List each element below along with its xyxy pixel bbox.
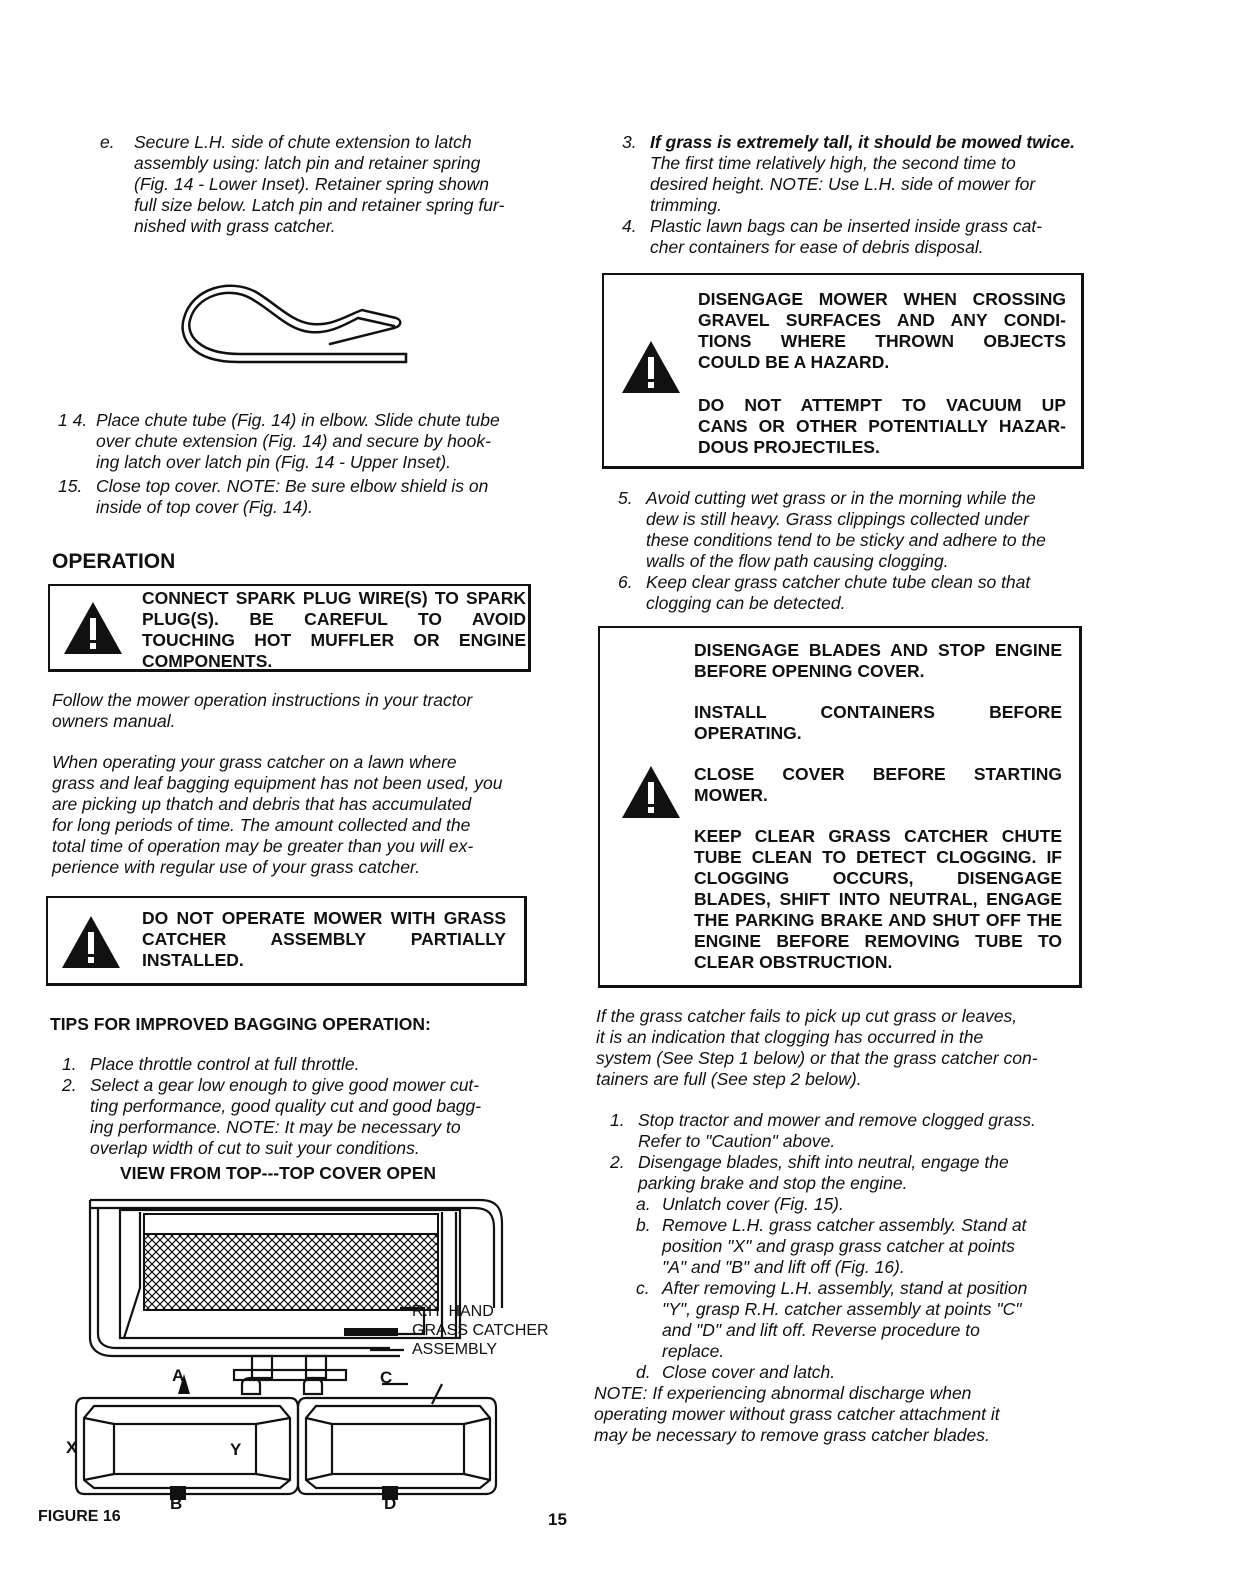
warning-line: ENGINE BEFORE REMOVING TUBE TO (694, 931, 1062, 951)
paragraph-clogging (596, 1006, 1086, 1090)
text-line: ing latch over latch pin (Fig. 14 - Upper Inset). (96, 452, 452, 472)
note-abnormal-discharge (594, 1383, 1086, 1446)
point-label-x: X (66, 1438, 78, 1457)
text-line: Close cover and latch. (662, 1362, 836, 1382)
step-number: 1. (610, 1110, 625, 1130)
text-line: "Y", grasp R.H. catcher assembly at points "C" (662, 1299, 1022, 1319)
text-line: Disengage blades, shift into neutral, engage the (638, 1152, 1009, 1172)
warning-box-gravel (602, 273, 1084, 469)
text-line: Unlatch cover (Fig. 15). (662, 1194, 844, 1214)
warning-line: CLOGGING OCCURS, DISENGAGE (694, 868, 1062, 888)
point-label-b: B (170, 1494, 183, 1513)
text-line: system (See Step 1 below) or that the grass catcher con- (596, 1048, 1038, 1068)
warning-line: DO NOT OPERATE MOWER WITH GRASS (142, 908, 506, 928)
warning-line: CATCHER ASSEMBLY PARTIALLY (142, 929, 506, 949)
warning-paragraph (698, 289, 1066, 373)
warning-line: COMPONENTS. (142, 651, 273, 671)
text-line: Follow the mower operation instructions in your tractor (52, 690, 473, 710)
paragraph-operating-lawn (52, 752, 537, 878)
text-line: ting performance, good quality cut and good bagg- (90, 1096, 482, 1116)
text-line: Refer to "Caution" above. (638, 1131, 836, 1151)
warning-line: OPERATING. (694, 723, 802, 743)
step-number: 2. (62, 1075, 77, 1095)
warning-triangle-icon (620, 339, 682, 395)
text-line: perience with regular use of your grass catcher. (52, 857, 421, 877)
warning-triangle-icon (62, 600, 124, 656)
step-number: 5. (618, 488, 633, 508)
text-line: ing performance. NOTE: It may be necessary to (90, 1117, 461, 1137)
warning-line: DISENGAGE MOWER WHEN CROSSING (698, 289, 1066, 309)
retainer-spring-illustration (180, 282, 420, 374)
text-line: are picking up thatch and debris that has accumulated (52, 794, 472, 814)
text-line: and "D" and lift off. Reverse procedure to (662, 1320, 980, 1340)
text-line: Close top cover. NOTE: Be sure elbow shield is on (96, 476, 489, 496)
point-label-d: D (384, 1494, 397, 1513)
warning-line: DOUS PROJECTILES. (698, 437, 880, 457)
text-line: Plastic lawn bags can be inserted inside grass cat- (650, 216, 1043, 236)
text-line: tainers are full (See step 2 below). (596, 1069, 862, 1089)
text-line: for long periods of time. The amount collected and the (52, 815, 471, 835)
text-line: position "X" and grasp grass catcher at points (662, 1236, 1015, 1256)
step-number: 1. (62, 1054, 77, 1074)
warning-line: TIONS WHERE THROWN OBJECTS (698, 331, 1066, 351)
point-label-a: A (172, 1366, 185, 1385)
text-line: grass and leaf bagging equipment has not been used, you (52, 773, 503, 793)
callout-line: GRASS CATCHER (412, 1322, 549, 1339)
warning-line: TOUCHING HOT MUFFLER OR ENGINE (142, 630, 526, 650)
warning-line: MOWER. (694, 785, 768, 805)
step-number: a. (636, 1194, 651, 1214)
text-line-bold: If grass is extremely tall, it should be mowed twice. (650, 132, 1075, 152)
step-number: 2. (610, 1152, 625, 1172)
text-line: parking brake and stop the engine. (638, 1173, 908, 1193)
warning-box-partially-installed (46, 896, 527, 986)
text-line: operating mower without grass catcher attachment it (594, 1404, 1000, 1424)
warning-line: BLADES, SHIFT INTO NEUTRAL, ENGAGE (694, 889, 1062, 909)
text-line: overlap width of cut to suit your conditions. (90, 1138, 420, 1158)
step-number: 3. (622, 132, 637, 152)
step-number: 6. (618, 572, 633, 592)
point-label-c: C (380, 1368, 393, 1387)
warning-paragraph (694, 702, 1062, 744)
text-line: Place throttle control at full throttle. (90, 1054, 360, 1074)
paragraph-follow-instructions (52, 690, 537, 732)
text-line: NOTE: If experiencing abnormal discharge when (594, 1383, 972, 1403)
text-line: nished with grass catcher. (134, 216, 336, 236)
warning-line: INSTALLED. (142, 950, 244, 970)
warning-box-spark-plug (48, 584, 531, 672)
text-line: total time of operation may be greater than you will ex- (52, 836, 474, 856)
text-line: assembly using: latch pin and retainer spring (134, 153, 481, 173)
warning-paragraph (694, 826, 1062, 973)
warning-paragraph (694, 640, 1062, 682)
text-line: Stop tractor and mower and remove clogged grass. (638, 1110, 1036, 1130)
warning-line: TUBE CLEAN TO DETECT CLOGGING. IF (694, 847, 1062, 867)
warning-paragraph (694, 764, 1062, 806)
step-number: b. (636, 1215, 651, 1235)
section-heading-tips: TIPS FOR IMPROVED BAGGING OPERATION: (50, 1014, 431, 1034)
step-number: c. (636, 1278, 650, 1298)
text-line: Secure L.H. side of chute extension to latch (134, 132, 472, 152)
page-number: 15 (548, 1510, 567, 1529)
text-line: replace. (662, 1341, 725, 1361)
text-line: Avoid cutting wet grass or in the morning while the (646, 488, 1036, 508)
warning-line: CLEAR OBSTRUCTION. (694, 952, 893, 972)
warning-triangle-icon (620, 764, 682, 820)
warning-paragraph (698, 395, 1066, 458)
callout-line: R.H. HAND (412, 1303, 494, 1320)
callout-line: ASSEMBLY (412, 1341, 498, 1358)
warning-line: THE PARKING BRAKE AND SHUT OFF THE (694, 910, 1062, 930)
warning-line: COULD BE A HAZARD. (698, 352, 890, 372)
text-line: desired height. NOTE: Use L.H. side of mower for (650, 174, 1036, 194)
text-line: Remove L.H. grass catcher assembly. Stand at (662, 1215, 1027, 1235)
text-line: dew is still heavy. Grass clippings collected under (646, 509, 1029, 529)
text-line: trimming. (650, 195, 722, 215)
step-number: e. (100, 132, 115, 152)
step-number: d. (636, 1362, 651, 1382)
text-line: The first time relatively high, the second time to (650, 153, 1016, 173)
text-line: Keep clear grass catcher chute tube clean so that (646, 572, 1031, 592)
section-heading-operation: OPERATION (52, 550, 176, 573)
text-line: it is an indication that clogging has occurred in the (596, 1027, 984, 1047)
warning-line: INSTALL CONTAINERS BEFORE (694, 702, 1062, 722)
callout-rh-hand (412, 1302, 549, 1359)
text-line: If the grass catcher fails to pick up cut grass or leaves, (596, 1006, 1018, 1026)
step-number: 4. (622, 216, 637, 236)
warning-line: CANS OR OTHER POTENTIALLY HAZAR- (698, 416, 1066, 436)
text-line: owners manual. (52, 711, 176, 731)
warning-line: GRAVEL SURFACES AND ANY CONDI- (698, 310, 1066, 330)
text-line: "A" and "B" and lift off (Fig. 16). (662, 1257, 905, 1277)
text-line: walls of the flow path causing clogging. (646, 551, 949, 571)
step-number: 15. (58, 476, 83, 496)
text-line: clogging can be detected. (646, 593, 846, 613)
warning-box-disengage-blades (598, 626, 1082, 988)
warning-line: DO NOT ATTEMPT TO VACUUM UP (698, 395, 1066, 415)
text-line: these conditions tend to be sticky and adhere to the (646, 530, 1046, 550)
warning-line: PLUG(S). BE CAREFUL TO AVOID (142, 609, 526, 629)
text-line: may be necessary to remove grass catcher blades. (594, 1425, 990, 1445)
text-line: After removing L.H. assembly, stand at position (662, 1278, 1028, 1298)
text-line: full size below. Latch pin and retainer spring fur- (134, 195, 505, 215)
text-line: Place chute tube (Fig. 14) in elbow. Slide chute tube (96, 410, 500, 430)
warning-line: CONNECT SPARK PLUG WIRE(S) TO SPARK (142, 588, 526, 608)
warning-line: BEFORE OPENING COVER. (694, 661, 925, 681)
warning-line: CLOSE COVER BEFORE STARTING (694, 764, 1062, 784)
point-label-y: Y (230, 1440, 242, 1459)
warning-triangle-icon (60, 914, 122, 970)
text-line: inside of top cover (Fig. 14). (96, 497, 313, 517)
figure-view-title: VIEW FROM TOP---TOP COVER OPEN (120, 1163, 436, 1183)
text-line: (Fig. 14 - Lower Inset). Retainer spring shown (134, 174, 490, 194)
step-number: 1 4. (58, 410, 88, 430)
text-line: cher containers for ease of debris disposal. (650, 237, 984, 257)
text-line: over chute extension (Fig. 14) and secure by hook- (96, 431, 491, 451)
warning-line: DISENGAGE BLADES AND STOP ENGINE (694, 640, 1062, 660)
text-line: When operating your grass catcher on a lawn where (52, 752, 457, 772)
figure-caption: FIGURE 16 (38, 1508, 121, 1525)
text-line: Select a gear low enough to give good mower cut- (90, 1075, 480, 1095)
warning-line: KEEP CLEAR GRASS CATCHER CHUTE (694, 826, 1062, 846)
